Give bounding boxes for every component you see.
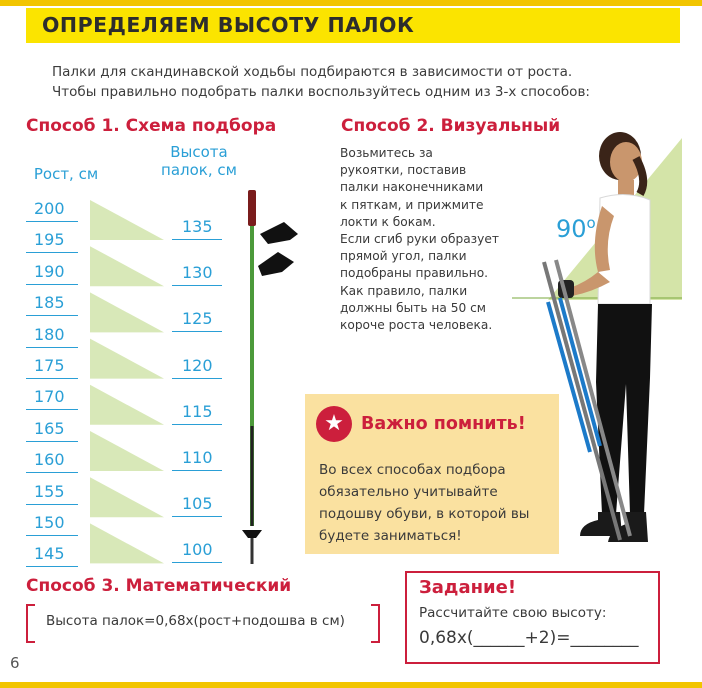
height-value: 170 xyxy=(34,387,65,407)
height-column-header: Рост, см xyxy=(33,165,99,183)
method2-line: локти к бокам. xyxy=(340,214,436,229)
scale-triangle xyxy=(90,477,164,517)
pole-tip xyxy=(251,538,254,564)
method2-line: палки наконечниками xyxy=(340,180,484,195)
pole-value: 100 xyxy=(182,540,213,560)
pole-value: 115 xyxy=(182,401,213,421)
method2-line: к пяткам, и прижмите xyxy=(340,197,484,212)
method2-line: рукоятки, поставив xyxy=(340,163,467,178)
pole-underline xyxy=(172,424,222,425)
title-bar xyxy=(26,8,680,43)
method1-heading: Способ 1. Схема подбора xyxy=(26,116,277,136)
height-underline xyxy=(26,441,78,442)
height-value: 145 xyxy=(34,544,65,564)
method2-line: прямой угол, палки xyxy=(340,249,467,264)
height-underline xyxy=(26,315,78,316)
method2-line: должны быть на 50 см xyxy=(340,300,487,315)
pole-value: 135 xyxy=(182,217,213,236)
method2-line: короче роста человека. xyxy=(340,318,493,333)
method2-line: подобраны правильно. xyxy=(340,266,489,281)
pole-underline xyxy=(172,285,222,286)
height-underline xyxy=(26,566,78,567)
height-value: 155 xyxy=(34,481,65,501)
important-line: будете заниматься! xyxy=(319,528,462,544)
pole-illustration xyxy=(238,186,306,570)
pole-underline xyxy=(172,562,222,563)
top-edge-stripe xyxy=(0,0,702,6)
important-text xyxy=(319,459,529,547)
angle-degree: о xyxy=(586,214,596,232)
height-underline xyxy=(26,221,78,222)
pole-underline xyxy=(172,378,222,379)
method2-line: Если сгиб руки образует xyxy=(340,232,499,247)
task-title: Задание! xyxy=(419,577,517,598)
important-line: подошву обуви, в которой вы xyxy=(319,506,530,522)
pole-value: 130 xyxy=(182,263,213,283)
pole-strap-2 xyxy=(258,252,294,276)
page-title: ОПРЕДЕЛЯЕМ ВЫСОТУ ПАЛОК xyxy=(42,13,415,37)
height-value: 150 xyxy=(34,513,65,532)
important-line: обязательно учитывайте xyxy=(319,484,498,500)
height-value: 185 xyxy=(34,293,65,313)
height-value: 165 xyxy=(34,418,65,438)
pole-header-line-1: Высота xyxy=(170,143,228,161)
pole-underline xyxy=(172,516,222,517)
height-underline xyxy=(26,252,78,253)
pole-header-line-2: палок, см xyxy=(161,161,237,179)
intro-text xyxy=(52,62,652,102)
scale-triangle xyxy=(90,292,164,332)
bottom-edge-stripe xyxy=(0,682,702,688)
height-underline xyxy=(26,472,78,473)
pole-value: 120 xyxy=(182,355,213,375)
pole-value: 125 xyxy=(182,309,213,329)
woman-illustration xyxy=(536,132,696,562)
height-value: 190 xyxy=(34,261,65,281)
pole-value: 105 xyxy=(182,494,213,514)
scale-triangle xyxy=(90,385,164,425)
task-box xyxy=(405,571,660,664)
height-value: 180 xyxy=(34,324,65,344)
task-subtitle: Рассчитайте свою высоту: xyxy=(419,605,607,621)
scale-triangle xyxy=(90,523,164,563)
pole-lower-shaft xyxy=(251,426,254,526)
important-box xyxy=(305,394,559,554)
pole-basket xyxy=(242,530,262,538)
method3-formula: Высота палок=0,68х(рост+подошва в см) xyxy=(46,613,345,629)
height-value: 175 xyxy=(34,356,65,375)
page-number: 6 xyxy=(10,654,20,672)
height-value: 195 xyxy=(34,230,65,250)
important-title: Важно помнить! xyxy=(361,414,526,434)
scale-triangle xyxy=(90,246,164,286)
height-underline xyxy=(26,535,78,536)
pole-underline xyxy=(172,470,222,471)
height-underline xyxy=(26,504,78,505)
method2-line: Возьмитесь за xyxy=(340,146,433,160)
height-underline xyxy=(26,378,78,379)
formula-bracket-right xyxy=(371,604,380,643)
intro-line-1: Палки для скандинавской ходьбы подбираются в зависимости от роста. xyxy=(52,64,573,80)
pole-underline xyxy=(172,239,222,240)
height-underline xyxy=(26,409,78,410)
height-underline xyxy=(26,347,78,348)
scale-triangle xyxy=(90,431,164,471)
method2-line: Как правило, палки xyxy=(340,283,468,298)
angle-value: 90 xyxy=(556,215,587,243)
pole-grip xyxy=(248,190,256,226)
method3-heading: Способ 3. Математический xyxy=(26,576,292,596)
height-value: 160 xyxy=(34,450,65,470)
pole-strap xyxy=(260,222,298,244)
method2-heading: Способ 2. Визуальный xyxy=(341,116,561,136)
pole-value: 110 xyxy=(182,448,213,467)
task-formula: 0,68х(______+2)=________ xyxy=(419,628,639,648)
pole-column-header xyxy=(146,143,252,179)
triangle-scale-graphic xyxy=(88,196,168,566)
height-underline xyxy=(26,284,78,285)
pole-underline xyxy=(172,331,222,332)
intro-line-2: Чтобы правильно подобрать палки воспользуйтесь одним из 3-х способов: xyxy=(52,84,590,100)
height-value: 200 xyxy=(34,199,65,218)
formula-bracket-left xyxy=(26,604,35,643)
scale-triangle xyxy=(90,200,164,240)
star-icon: ★ xyxy=(316,406,352,442)
important-line: Во всех способах подбора xyxy=(319,462,506,478)
scale-triangle xyxy=(90,339,164,379)
